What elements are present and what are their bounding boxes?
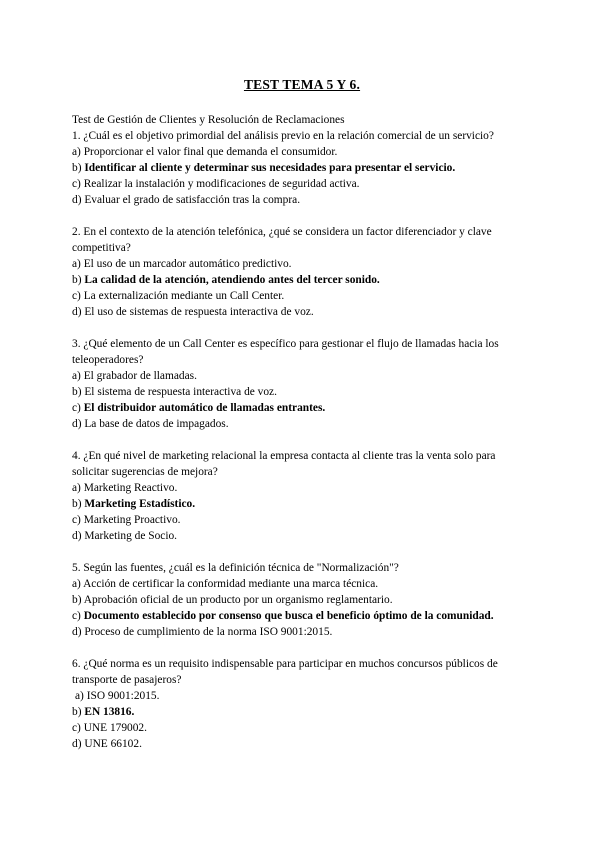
option-text: Realizar la instalación y modificaciones de seguridad activa.	[83, 178, 360, 190]
option-prefix: b)	[72, 594, 84, 606]
option-prefix: b)	[72, 274, 85, 286]
option-text: Proceso de cumplimiento de la norma ISO 9001:2015.	[84, 626, 333, 638]
option-d	[72, 192, 532, 208]
question-text: 4. ¿En qué nivel de marketing relacional la empresa contacta al cliente tras la venta solo para solicitar sugerencias de mejora?	[72, 450, 496, 478]
option-a	[72, 368, 532, 384]
option-text: Marketing Reactivo.	[83, 482, 178, 494]
option-c	[72, 512, 532, 528]
question-block-4	[72, 448, 532, 544]
option-c	[72, 288, 532, 304]
option-prefix: c)	[72, 514, 84, 526]
option-prefix: b)	[72, 498, 85, 510]
option-text: El sistema de respuesta interactiva de voz.	[84, 386, 277, 398]
question-text: 3. ¿Qué elemento de un Call Center es específico para gestionar el flujo de llamadas hacia los teleoperadores?	[72, 338, 499, 366]
option-prefix: c)	[72, 178, 84, 190]
option-prefix: a)	[72, 258, 84, 270]
option-prefix: d)	[72, 626, 85, 638]
page-title: TEST TEMA 5 Y 6.	[243, 77, 361, 92]
option-d	[72, 416, 532, 432]
option-prefix: d)	[72, 306, 85, 318]
option-text: El distribuidor automático de llamadas entrantes.	[83, 402, 326, 414]
option-text: EN 13816.	[84, 706, 135, 718]
option-prefix: a)	[72, 578, 84, 590]
option-prefix: a)	[75, 690, 87, 702]
option-text: La calidad de la atención, atendiendo antes del tercer sonido.	[84, 274, 380, 286]
option-text: Evaluar el grado de satisfacción tras la compra.	[84, 194, 301, 206]
option-text: UNE 66102.	[84, 738, 142, 750]
option-b-correct	[72, 272, 532, 288]
option-c	[72, 176, 532, 192]
option-b	[72, 384, 532, 400]
option-text: La externalización mediante un Call Center.	[83, 290, 285, 302]
option-b	[72, 592, 532, 608]
question-block-6	[72, 656, 532, 752]
option-a	[72, 576, 532, 592]
option-a	[72, 480, 532, 496]
option-b-correct	[72, 496, 532, 512]
question-text: 6. ¿Qué norma es un requisito indispensable para participar en muchos concursos públicos de transporte de pasajeros?	[72, 658, 498, 686]
option-prefix: d)	[72, 738, 85, 750]
document-subtitle: Test de Gestión de Clientes y Resolución de Reclamaciones	[72, 114, 345, 126]
option-text: Marketing de Socio.	[84, 530, 178, 542]
question-text: 5. Según las fuentes, ¿cuál es la definición técnica de "Normalización"?	[72, 562, 399, 574]
option-text: UNE 179002.	[83, 722, 147, 734]
option-d	[72, 528, 532, 544]
option-text: ISO 9001:2015.	[86, 690, 160, 702]
option-prefix: c)	[72, 722, 84, 734]
option-prefix: d)	[72, 194, 85, 206]
document-page	[72, 72, 532, 768]
option-a	[72, 688, 532, 704]
option-prefix: b)	[72, 162, 85, 174]
option-text: Identificar al cliente y determinar sus necesidades para presentar el servicio.	[84, 162, 456, 174]
option-c	[72, 720, 532, 736]
option-prefix: a)	[72, 482, 84, 494]
option-prefix: b)	[72, 706, 85, 718]
option-prefix: d)	[72, 530, 85, 542]
option-text: Documento establecido por consenso que busca el beneficio óptimo de la comunidad.	[83, 610, 494, 622]
option-b-correct	[72, 704, 532, 720]
option-prefix: b)	[72, 386, 85, 398]
option-d	[72, 304, 532, 320]
option-text: La base de datos de impagados.	[84, 418, 229, 430]
question-text: 2. En el contexto de la atención telefónica, ¿qué se considera un factor diferenciador y clave competitiva?	[72, 226, 492, 254]
option-text: El uso de sistemas de respuesta interactiva de voz.	[84, 306, 314, 318]
option-prefix: c)	[72, 402, 84, 414]
option-text: El uso de un marcador automático predictivo.	[83, 258, 292, 270]
question-block-5	[72, 560, 532, 640]
question-text: 1. ¿Cuál es el objetivo primordial del análisis previo en la relación comercial de un servicio?	[72, 130, 494, 142]
question-block-3	[72, 336, 532, 432]
option-d	[72, 736, 532, 752]
option-prefix: a)	[72, 370, 84, 382]
option-a	[72, 256, 532, 272]
option-prefix: a)	[72, 146, 84, 158]
option-prefix: c)	[72, 610, 84, 622]
option-c-correct	[72, 608, 532, 624]
option-text: Acción de certificar la conformidad mediante una marca técnica.	[83, 578, 379, 590]
option-text: El grabador de llamadas.	[83, 370, 197, 382]
option-prefix: d)	[72, 418, 85, 430]
option-text: Marketing Estadístico.	[84, 498, 196, 510]
option-text: Proporcionar el valor final que demanda el consumidor.	[83, 146, 338, 158]
question-block-1	[72, 128, 532, 208]
question-block-2	[72, 224, 532, 320]
option-prefix: c)	[72, 290, 84, 302]
option-text: Marketing Proactivo.	[83, 514, 181, 526]
option-a	[72, 144, 532, 160]
option-text: Aprobación oficial de un producto por un organismo reglamentario.	[83, 594, 393, 606]
option-d	[72, 624, 532, 640]
option-c-correct	[72, 400, 532, 416]
option-b-correct	[72, 160, 532, 176]
